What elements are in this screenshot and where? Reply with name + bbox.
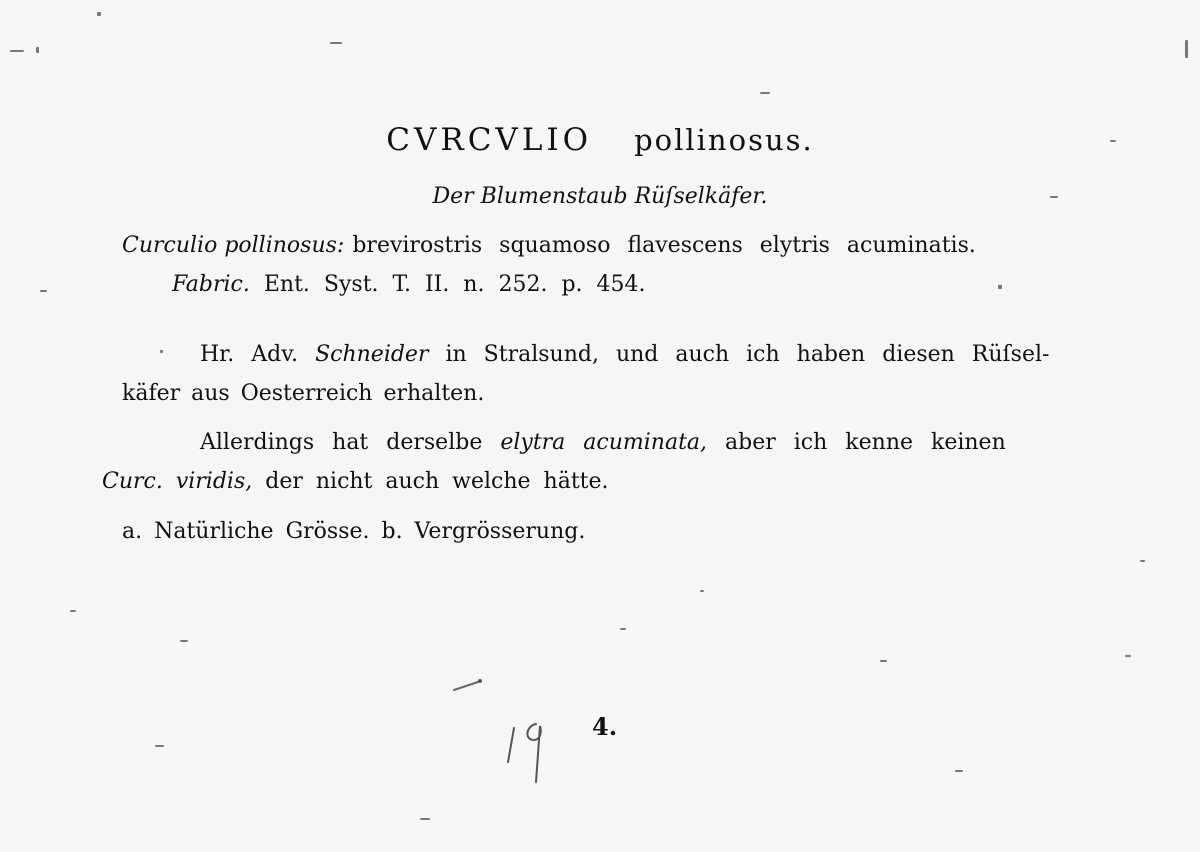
handwritten-pencil-mark — [500, 700, 580, 790]
paper-speck — [70, 610, 76, 612]
common-name: Der Blumenstaub Rüſselkäfer. — [432, 184, 768, 209]
paper-speck — [330, 42, 342, 44]
paragraph2-species: Curc. viridis, — [102, 469, 253, 494]
paper-speck — [700, 590, 704, 592]
paragraph1-line1 — [200, 342, 1049, 367]
paper-speck — [1125, 655, 1131, 657]
paper-speck — [420, 818, 430, 820]
paragraph1-name: Schneider — [315, 342, 429, 367]
paragraph2-line2-after: der nicht auch welche hätte. — [265, 469, 609, 494]
diagnosis-line — [122, 233, 976, 258]
diagnosis-reference — [172, 272, 646, 297]
paragraph2-line2 — [102, 469, 609, 494]
paragraph1-before: Hr. Adv. — [200, 342, 299, 367]
title-genus: CVRCVLIO — [386, 122, 593, 158]
paper-speck — [1185, 40, 1188, 58]
paper-speck — [10, 50, 24, 52]
figure-legend: a. Natürliche Grösse. b. Vergrösserung. — [122, 519, 586, 544]
paper-speck — [40, 290, 47, 292]
paper-speck — [36, 47, 39, 53]
paragraph2-after: aber ich kenne keinen — [725, 430, 1006, 455]
title-species: pollinosus. — [634, 123, 814, 157]
page-number: 4. — [592, 712, 618, 741]
paragraph2-term: elytra acuminata, — [500, 430, 708, 455]
page-title — [0, 122, 1200, 158]
paper-speck — [620, 628, 626, 630]
paragraph2-line1 — [200, 430, 1006, 455]
paper-speck — [1140, 560, 1145, 562]
reference-text: Ent. Syst. T. II. n. 252. p. 454. — [263, 272, 646, 297]
paper-speck — [155, 745, 164, 747]
paper-speck — [97, 12, 101, 16]
paper-speck — [760, 92, 770, 94]
paper-speck — [180, 640, 188, 642]
reference-author: Fabric. — [172, 272, 250, 297]
paragraph1-after: in Stralsund, und auch ich haben diesen Rüſsel- — [445, 342, 1050, 367]
diagnosis-species-name: Curculio pollinosus: — [122, 233, 345, 258]
paper-speck — [998, 285, 1002, 289]
paper-speck — [955, 770, 963, 772]
pencil-stroke — [450, 676, 490, 696]
paragraph1-line2: käfer aus Oesterreich erhalten. — [122, 381, 485, 406]
paragraph2-before: Allerdings hat derselbe — [200, 430, 483, 455]
diagnosis-text: brevirostris squamoso flavescens elytris acuminatis. — [352, 233, 976, 258]
paper-speck — [160, 350, 163, 353]
paper-speck — [880, 660, 887, 662]
